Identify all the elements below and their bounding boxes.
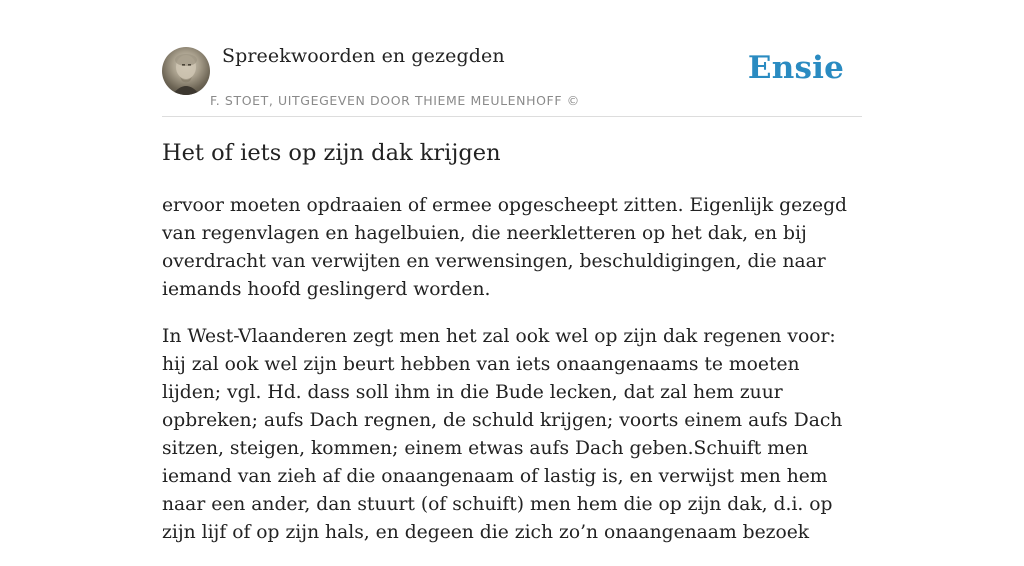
article-paragraph: In West-Vlaanderen zegt men het zal ook wel op zijn dak regenen voor: hij zal ook wel zijn beurt hebben van iets onaangenaams te moeten lijden; vgl. Hd. dass soll ihm in die Bude lecken, dat zal hem zuur opbreken; aufs Dach regnen, de schuld krijgen; voorts einem aufs Dach sitzen, steigen, kommen; einem etwas aufs Dach geben.Schuift men iemand van zieh af die onaangenaam of lastig is, en verwijst men hem naar een ander, dan stuurt (of schuift) men hem die op zijn dak, d.i. op zijn lijf of op zijn hals, en degeen die zich zo’n onaangenaam bezoek	[162, 326, 843, 543]
article-paragraph: ervoor moeten opdraaien of ermee opgescheept zitten. Eigenlijk gezegd van regenvlagen en hagelbuien, die neerkletteren op het dak, en bij overdracht van verwijten en verwensingen, beschuldigingen, die naar iemands hoofd geslingerd worden.	[162, 195, 847, 300]
source-credit: F. STOET, UITGEGEVEN DOOR THIEME MEULENHOFF ©	[210, 93, 580, 108]
page-container	[162, 0, 862, 543]
ensie-logo[interactable]: Ensie	[747, 50, 844, 86]
author-avatar[interactable]	[162, 47, 210, 95]
article-title: Het of iets op zijn dak krijgen	[162, 140, 501, 166]
source-header	[162, 0, 862, 117]
article-body	[162, 192, 864, 566]
portrait-icon	[162, 47, 210, 95]
source-title[interactable]: Spreekwoorden en gezegden	[222, 45, 505, 67]
